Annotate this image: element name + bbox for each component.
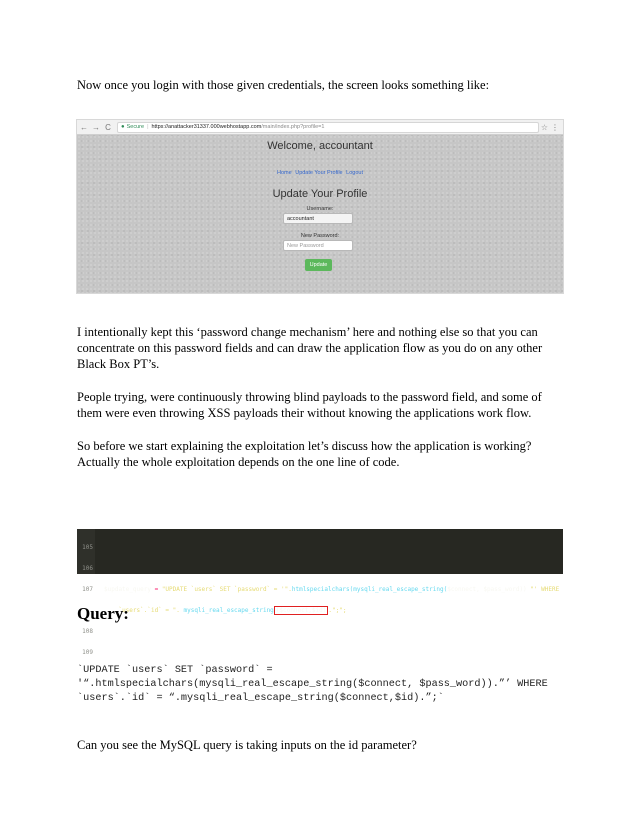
nav-link-logout: Logout [346,170,363,176]
query-line: `users`.`id` = “.mysqli_real_escape_string($connect,$id).”;` [77,693,444,704]
url-host: https://anattacker31337.000webhostapp.com [151,124,262,130]
code-lines [104,530,559,628]
query-code-block [77,664,567,706]
new-password-label: New Password: [300,233,340,239]
paragraph-payloads: People trying, were continuously throwing blind payloads to the password field, and some of them were even throwing XSS payloads their without knowing the applications work flow. [77,390,542,420]
nav-link-home: Home [277,170,292,176]
paragraph-exploitation: So before we start explaining the exploitation let’s discuss how the application is working? Actually the whole exploitation depends on the one line of code. [77,439,532,469]
address-bar: ● Secure | https://anattacker31337.000webhostapp.com /main/index.php?profile=1 [117,122,539,133]
line-number: 108 [82,628,93,635]
line-number: 109 [82,649,93,656]
profile-nav [77,170,563,176]
code-line-107: $update_query = "UPDATE `users` SET `password` = '".htmlspecialchars(mysqli_real_escape_string($connect, $pass_word)) "' WHERE [104,586,560,593]
browser-screenshot [77,120,563,293]
browser-toolbar [77,120,563,135]
secure-label: Secure [126,124,145,130]
update-profile-heading: Update Your Profile [272,188,368,200]
query-line: '“.htmlspecialchars(mysqli_real_escape_string($connect, $pass_word)).”’ WHERE [77,679,548,690]
query-line: `UPDATE `users` SET `password` = [77,665,273,676]
profile-page [77,135,563,293]
line-number: 105 [82,544,93,551]
username-field: accountant [283,213,353,224]
new-password-field: New Password [283,240,353,251]
code-screenshot [77,529,563,656]
nav-link-update-profile: Update Your Profile [295,170,343,176]
line-number-gutter [77,529,95,656]
line-number: 107 [82,586,93,593]
menu-icon: ⋮ [551,122,559,132]
back-icon: ← [80,122,88,132]
intro-text: Now once you login with those given credentials, the screen looks something like: [77,78,490,92]
query-heading: Query: [77,604,129,623]
paragraph-mechanism: I intentionally kept this ‘password change mechanism’ here and nothing else so that you can concentrate on this password fields and can draw the application flow as you do on any other Black Box PT’s. [77,325,543,371]
welcome-heading: Welcome, accountant [267,140,373,152]
closing-question: Can you see the MySQL query is taking inputs on the id parameter? [77,738,417,752]
line-number: 106 [82,565,93,572]
lock-icon: ● [121,124,125,130]
bookmark-star-icon: ☆ [540,122,548,132]
code-line-107-wrap: `users`.`id` = ". mysqli_real_escape_string ($connect,$id) .";"; [118,607,347,614]
reload-icon: C [105,122,111,132]
url-path: /main/index.php?profile=1 [261,124,325,130]
highlighted-id-argument: ($connect,$id) [275,607,327,614]
update-button: Update [305,259,332,271]
username-label: Username: [306,206,334,212]
forward-icon: → [92,122,100,132]
